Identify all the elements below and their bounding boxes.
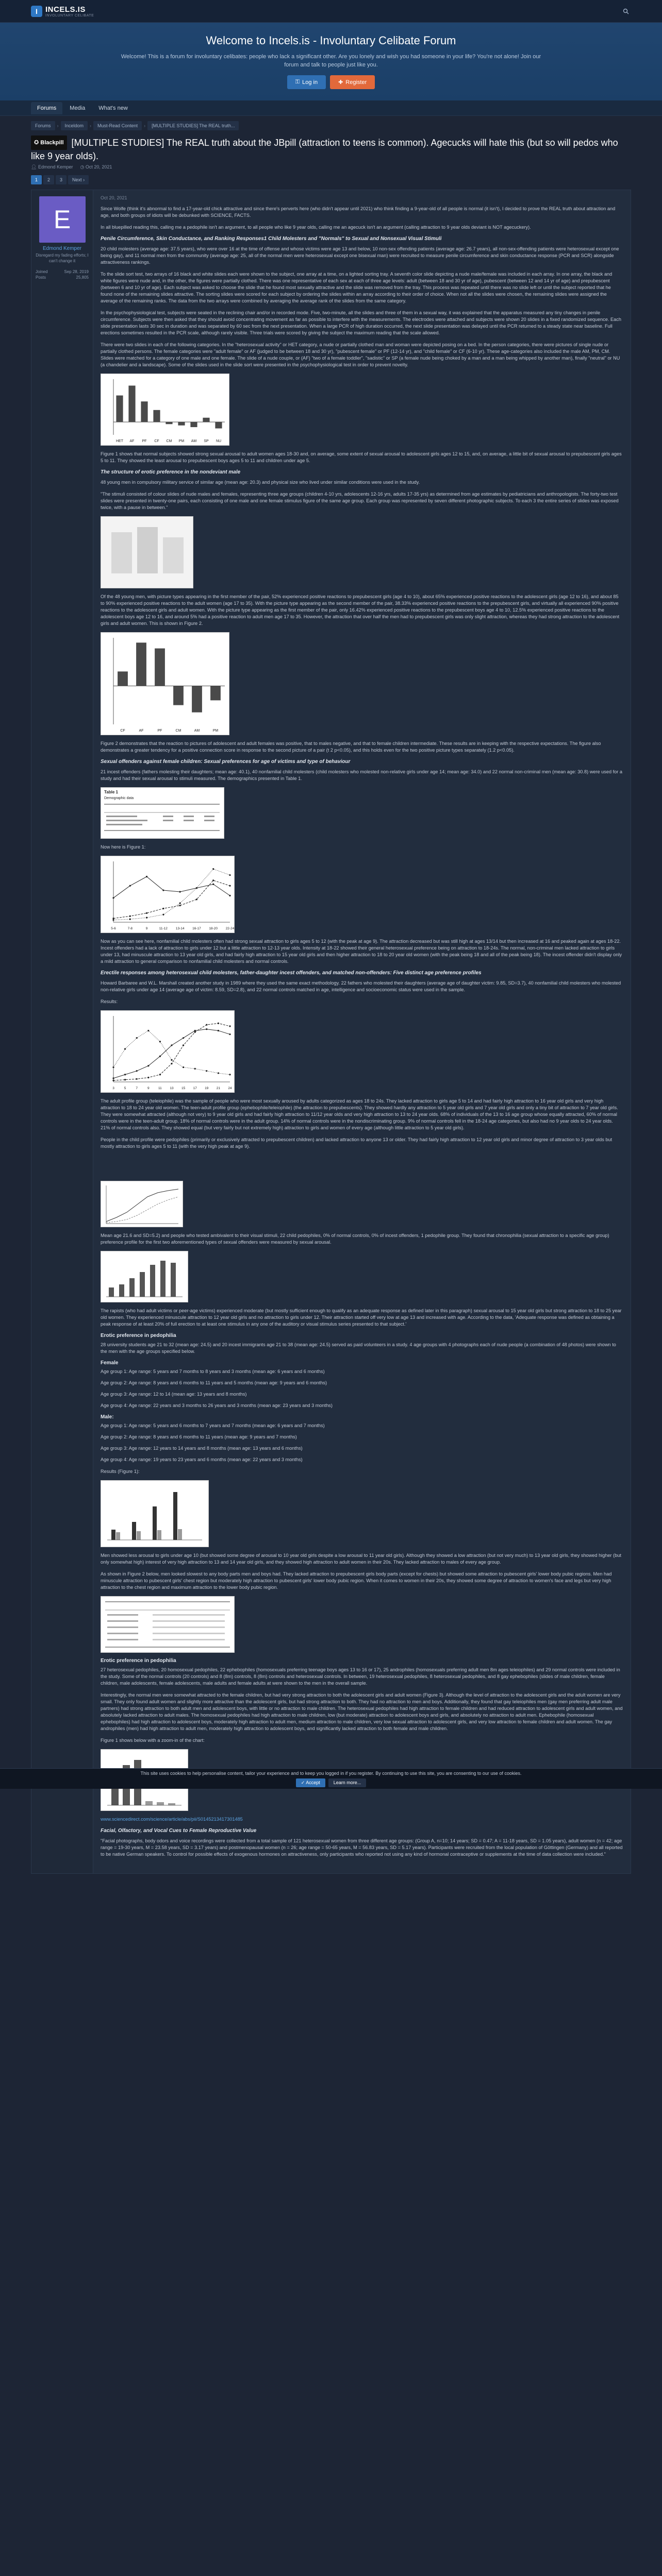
data-point <box>171 1059 172 1061</box>
next-page-button[interactable]: Next › <box>68 175 89 184</box>
female-label: Female <box>101 1360 119 1366</box>
post-user-title: Disregard my fading efforts; I can't change it <box>36 253 89 263</box>
breadcrumb-forums[interactable]: Forums <box>31 121 55 130</box>
figure-caption: Figure 1 shows that normal subjects showed strong sexual arousal to adult women ages 18-30 and, on average, some extent of sexual arousal to adolescent girls ages 12 to 15, and, on average, a little bit of sexual arousal to prepubescent girls ages 5 to 11. They showed the least arousal to prepubescent boys ages 5 to 11 and children under age 5. <box>101 451 622 463</box>
user-plus-icon: ✚ <box>338 79 343 86</box>
table-subtitle: Demographic data <box>104 796 134 800</box>
page-2[interactable]: 2 <box>43 175 54 184</box>
cookie-text: This site uses cookies to help personalise content, tailor your experience and to keep you logged in if you register. By continuing to use this site, you are consenting to our use of cookies. <box>140 1770 522 1776</box>
post-paragraph: Now as you can see here, nonfamilial child molesters often had strong sexual attraction to girls ages 5 to 12 (with the peak at age 9). The attraction decreased but was still high at ages 13/14 but then increased at 16 and peaked again at ages 18-22. Incest offenders had a lack of attraction to girls under 12 but a little attraction to 12-13 year olds. Intensity at 18-22 showed their general heterosexual preference being on attraction to 18-24s. The normal, non-criminal men lacked attraction to girls under 13, had minuscule attraction to 13 year old girls, and had fairly high attraction to 15 year old girls and then higher attraction to 18 to 20 year old women (with the peak being 18 and all of the peak being 18). The incest offender didn't display only a mild attraction to general comparison to nonfamilial child molesters and normal controls. <box>101 939 622 964</box>
post-paragraph: People in the child profile were pedophiles (primarily or exclusively attracted to prepubescent children) and lacked attraction to anyone 13 or older. They had fairly high attraction to 12 year old girls and minor degree of attraction to 3 year olds but mostly attraction to girls ages 5 to 11 (with the very high peak at age 9). <box>101 1137 613 1149</box>
data-point <box>196 899 197 900</box>
tick-label: 21 <box>216 1087 221 1090</box>
bar <box>178 422 185 426</box>
data-point <box>229 1033 230 1035</box>
tick-label: 9 <box>145 927 148 930</box>
tick-label: NU <box>216 439 222 443</box>
data-point <box>136 1070 138 1072</box>
data-point <box>179 905 181 906</box>
data-point <box>229 895 230 896</box>
user-stat-posts: Posts 25,805 <box>36 275 89 280</box>
tick-label: 16-17 <box>192 927 201 930</box>
data-point <box>112 919 114 921</box>
post-body <box>93 190 631 1873</box>
bar <box>215 422 222 428</box>
list-item: Age group 1: Age range: 5 years and 7 months to 8 years and 3 months (mean age: 6 years and 6 months) <box>101 1369 325 1374</box>
post-paragraph: 28 university students age 21 to 32 (mean age: 24.5) and 20 incest immigrants age 21 to 38 (mean age: 24.5) served as paid volunteers in a study. 4 age groups with 4 photographs each of nude people (a combination of 48 photos) were shown to the men with the age groups specified below. <box>101 1342 616 1354</box>
post-paragraph: 20 child molesters (average age: 37.5 years), who were over 16 at the time of offense and whose victims were age 13 and below, 10 non-sex offending patients (average age: 26.7 years), all non-sex-offending patients were heterosexual except one being gay), and 11 normal men from the community (average age: 25, all of the normal men were heterosexual except one bisexual man) were recruited to measure penile circumference and skin conductance response (PCR and SCR) alongside attractiveness rankings. <box>101 246 619 265</box>
tick-label: AF <box>139 729 144 733</box>
post-paragraph: Now here is Figure 1: <box>101 844 146 850</box>
data-point <box>229 885 230 887</box>
data-point <box>147 1065 149 1066</box>
figure-1-chart <box>101 374 229 445</box>
thread-meta <box>31 164 631 170</box>
data-point <box>171 1044 172 1046</box>
data-point <box>159 1074 161 1075</box>
post-user-cell <box>31 190 93 1873</box>
post-paragraph: Since Wolfe (think it's abnormal to find a 17-year-old chick attractive and since there's perverts here (who didn't appear until 2021) who think finding a 9-year-old of all people is normal (it isn't), I decided to prove the REAL truth about attraction and age, and both groups of idiots will be debunked with SCIENCE, FACTS. <box>101 206 616 218</box>
section-heading: Erectile responses among heterosexual child molesters, father-daughter incest offenders, and matched non-offenders: Five distinct age preference profiles <box>101 970 482 976</box>
figure-caption: Figure 2 demonstrates that the reaction to pictures of adolescent and adult females was positive, that to males negative, and that to female children intermediate. These results are in keeping with the respective expectations. The figure also demonstrates a greater tendency for a positive connection score in response to the second picture of a pair (t 2 p<0.05), and this holds even for the two positive picture types separately (1.2 p<0.05). <box>101 741 601 753</box>
post-paragraph: In all bluepilled reading this, calling me a pedophile isn't an argument, to all people who like 9 year olds, calling me an agecuck isn't an argument (calling attraction to 9 year olds deviant is NOT agecuckery). <box>101 225 531 230</box>
bar <box>128 385 135 422</box>
tick-label: PM <box>212 729 219 733</box>
tick-label: CM <box>175 729 181 733</box>
bar <box>192 686 202 712</box>
avatar[interactable]: E <box>39 196 86 243</box>
key-icon: ⚿ <box>295 79 300 85</box>
section-heading: Erotic preference in pedophilia <box>101 1333 176 1338</box>
tick-label: 7-8 <box>127 927 133 930</box>
thread-author[interactable] <box>31 164 73 170</box>
main-nav <box>0 100 662 116</box>
figure-3-chart <box>101 856 234 933</box>
figure-4-chart <box>101 1011 234 1092</box>
data-point <box>212 884 214 885</box>
data-point <box>159 1056 161 1057</box>
tick-label: 5 <box>124 1087 126 1090</box>
photo-placeholder <box>101 517 193 588</box>
figure-1-image[interactable] <box>101 374 229 446</box>
line-chart-thumb <box>101 1181 183 1227</box>
thread-title-text: [MULTIPLE STUDIES] The REAL truth about the JBpill (attraction to teens is common). Agecucks will hate this (but so will pedos who like 9 year olds). <box>31 138 618 161</box>
table-lines <box>101 802 223 833</box>
data-point <box>129 916 131 917</box>
data-point <box>179 891 181 892</box>
figure-6-image[interactable] <box>101 1251 188 1302</box>
section-heading: Facial, Olfactory, and Vocal Cues to Female Reproductive Value <box>101 1828 257 1834</box>
data-point <box>212 868 214 870</box>
top-bar <box>0 0 662 23</box>
bar <box>116 396 123 422</box>
bar <box>153 410 160 422</box>
search-icon[interactable] <box>621 6 631 16</box>
data-point <box>179 903 181 904</box>
welcome-text: Welcome! This is a forum for involuntary celibates: people who lack a significant other. Are you lonely and wish you had someone in your life? You're not alone! Join our forum and talk to people just like you. <box>121 54 541 68</box>
thread-prefix[interactable] <box>31 135 67 150</box>
tick-label: CF <box>154 439 159 443</box>
tick-label: AF <box>129 439 135 443</box>
data-point <box>162 914 164 916</box>
breadcrumb-inceldom[interactable]: Inceldom <box>61 121 88 130</box>
chevron-right-icon: › <box>144 123 146 128</box>
next-label: Next <box>72 177 82 182</box>
post-paragraph: There were two slides in each of the following categories. In the "heterosexual activity" or HET category, a nude or partially clothed man and woman were depicted posing on a bed. In the person categories, there were pictures of single nude or partially clothed persons. The female categories were "adult female" or AF (judged to be between 18 and 30 yr), "pubescent female" or PF (12-14 yr), and "child female" or CF (6-10 yr). These age-categories also included the male AM, PM, CM. Slides were matched for a category of one male and one female. The slide of a nude couple, or (AF) "two of a female toddler", "sadistic" or SP (a female nude being choked by a man and a man being whipped by another man), finally "neutral" or NU (a chandelier and a landscape). Some of the slides used in the slide sort were presented in the psychophysiological test in order to prevent novelty. <box>101 342 620 367</box>
post-paragraph: 48 young men in compulsory military service of similar age (mean age: 20.3) and physical size who lived under similar conditions were used in the study. <box>101 480 420 485</box>
list-item: Age group 3: Age range: 12 years to 14 years and 8 months (mean age: 13 years and 6 months) <box>101 1446 303 1451</box>
table-chart-thumb <box>101 1597 234 1652</box>
data-point <box>212 879 214 881</box>
bar <box>155 649 165 686</box>
figure-4-image[interactable] <box>101 1010 235 1093</box>
tick-label: AM <box>194 729 200 733</box>
data-point <box>129 885 131 887</box>
list-item: Age group 3: Age range: 12 to 14 (mean age: 13 years and 8 months) <box>101 1392 247 1397</box>
section-heading: Sexual offenders against female children: Sexual preferences for age of victims and type of behaviour <box>101 759 351 765</box>
data-point <box>124 1079 126 1080</box>
post-paragraph: Of the 48 young men, with picture types appearing in the first member of the pair, 52% experienced positive reactions to prepubescent girls (age 4 to 10), about 65% experienced positive reactions to the adolescent girls (age 12 to 16), and about 85 to 90% experienced positive reactions to the adult women (age 17 to 35). With the picture type appearing as the second member of the pair, 38.33% experienced positive reactions to the prepubescent girls, and virtually all experienced 90% positive reactions to the adolescent girls and adult women. With the picture type appearing as the first member of the pair, only 16.42% experienced positive reactions to the prepubescent boys age 4 to 10, 12.5% experienced positive reactions to the adolescent boys age 12 to 16, and around 5% had a positive reaction to adult men age 17 to 35. However, the attraction that over half the men had to prepubescent girls was only slight attraction, whereas they had strong attraction to the adolescent girls and adult women. This is shown in Figure 2. <box>101 594 620 626</box>
tick-label: CF <box>120 729 125 733</box>
data-point <box>162 908 164 909</box>
user-icon: 👤︎ <box>31 164 37 170</box>
logo-tagline: INVOLUNTARY CELIBATE <box>45 13 94 18</box>
cookie-accept-label: Accept <box>306 1780 320 1785</box>
data-point <box>136 1037 138 1039</box>
data-point <box>159 1041 161 1042</box>
figure-3-image[interactable] <box>101 856 235 933</box>
page-1[interactable]: 1 <box>31 175 42 184</box>
data-point <box>146 876 147 877</box>
bar <box>173 686 184 705</box>
logo-text: INCELS.IS <box>45 5 86 14</box>
data-point <box>183 1044 184 1046</box>
login-button[interactable] <box>287 75 326 89</box>
tick-label: 11 <box>158 1087 162 1090</box>
table-1-image[interactable] <box>101 787 224 839</box>
list-item: Age group 2: Age range: 8 years and 6 months to 11 years and 5 months (mean age: 9 years and 6 months) <box>101 1380 327 1385</box>
thread-author-name: Edmond Kemper <box>38 164 73 170</box>
data-point <box>229 1074 230 1075</box>
post-paragraph: Mean age 21.6 and SD=5.2) and people who tested ambivalent to their visual stimuli, 22 child pedophiles, 0% of normal controls, 0% of incest offenders, 1 pedophile group. They found that chronophilia (sexual attraction to a specific age group) preference profile for the first two aforementioned types of sexual offenders were measured by sexual arousal. <box>101 1233 609 1245</box>
breadcrumb-current[interactable]: [MULTIPLE STUDIES] The REAL truth... <box>147 121 239 130</box>
data-point <box>162 889 164 891</box>
bar <box>136 642 146 686</box>
bar <box>166 422 172 424</box>
user-stats <box>36 269 89 280</box>
list-item: Age group 4: Age range: 22 years and 3 months to 26 years and 3 months (mean age: 23 years and 3 months) <box>101 1403 333 1408</box>
section-heading: Penile Circumference, Skin Conductance, and Ranking Responses1 Child Molesters and "Normals" to Sexual and Nonsexual Visual Stimuli <box>101 236 442 242</box>
register-button[interactable] <box>330 75 375 89</box>
post-paragraph: Results: <box>101 999 118 1004</box>
tick-label: PF <box>157 729 162 733</box>
login-label: Log in <box>302 79 318 86</box>
data-point <box>194 1068 196 1070</box>
data-point <box>218 1030 219 1031</box>
tick-label: 18-20 <box>209 927 218 930</box>
post-paragraph: Howard Barbaree and W.L. Marshall created another study in 1989 where they used the same exact methodology. 22 fathers who molested their daughters (average age of daughter victim: 9.85, SD=3.7), 40 nonfamilial child molesters who molested non-relative girls under age 14 (average age of victim: 8.59, SD=2.8), and 22 normal controls matched in age, intelligence and socioeconomic status were used in the sample. <box>101 980 621 992</box>
site-logo[interactable] <box>31 5 94 18</box>
source-link-line <box>101 1816 623 1823</box>
bar <box>118 671 128 686</box>
data-point <box>124 1074 126 1075</box>
post-paragraph: 21 incest offenders (fathers molesting their daughters; mean age: 40.1), 40 nonfamilial child molesters (child molesters who molested non-relative girls under age 14; mean age: 34.0) and 22 normal non-criminal men (mean age: 30.8) were used for a study and had their sexual arousal to stimuli measured. The demographics presented in Table 1. <box>101 769 623 781</box>
tick-label: 15 <box>181 1087 186 1090</box>
post-paragraph: The rapists (who had adult victims or peer-age victims) experienced moderate (but mostly sufficient enough to qualify as an adequate response as defined later in this paragraph) sexual arousal to 15 year old girls but strong attraction to 18 to 25 year old women. They experienced minuscule attraction to 12 year old girls and no attraction to girls under 12. Their attraction started off very low at age 13 and increased with age. According to the data, 'Adequate response was defined as obtaining a peak response of at least 20% of full erection to at least one stimulus in any one of the auditory or visual stimulus series presented to that subject.' <box>101 1308 622 1327</box>
figure-caption: Figure 1 shows below with a zoom-in of the chart: <box>101 1738 205 1743</box>
data-point <box>206 1024 207 1025</box>
welcome-banner <box>0 23 662 100</box>
data-point <box>112 1066 114 1068</box>
thread-date <box>80 164 112 170</box>
section-heading: The structure of erotic preference in the nondeviant male <box>101 469 241 475</box>
data-point <box>171 1063 172 1064</box>
figure-7-image[interactable] <box>101 1480 209 1547</box>
bar <box>203 418 209 422</box>
tick-label: HET <box>116 439 123 443</box>
post-paragraph: The adult profile group (teleiophile) was the sample of people who were most sexually aroused by adults categorized as ages 18 to 24s. They lacked attraction to girls age 5 to 14 and had fairly high attraction to 16 year old girls and very high attraction to 18 to 24 year old women. The teen-adult profile group (ephebophile/teleiophile) (the attraction to prepubescents). They showed hardly any attraction to 5 year old girls and 7 year old girls and only a tiny bit of attraction to 7 year old girls. They were somewhat attracted (although not very) to 9 year old girls and had fairly high attraction to 11/12 year olds and very high attraction to 13 to 24 year olds. 68% of individuals of the 13 to 16 age group whose equally attracted, 60% of normal controls were in the teen-adult group. 18% of normal controls were in the adult group. 14% of normal controls were in the nondiscriminating group. 9% of normal controls fell in the 18-24 age categories, but also had no 9 year olds to 24 year olds. 21% of normal controls also. They showed equal (but very fairly but not extremely high) attraction to girls and women of every age (although little attraction to 5 year old girls). <box>101 1098 618 1130</box>
bar <box>210 686 221 700</box>
tab-whats-new[interactable]: What's new <box>98 105 128 111</box>
page-content <box>31 116 631 1874</box>
tick-label: 11-12 <box>159 927 168 930</box>
section-heading: Erotic preference in pedophilia <box>101 1658 176 1664</box>
figure-8-image[interactable] <box>101 1596 235 1653</box>
cookie-accept-button[interactable] <box>296 1778 325 1787</box>
user-stat-joined: Joined Sep 28, 2019 <box>36 269 89 274</box>
thread-prefix-label: Blackpill <box>40 140 64 146</box>
data-point <box>136 1078 138 1080</box>
page-3[interactable]: 3 <box>56 175 67 184</box>
thread-date-text: Oct 20, 2021 <box>85 164 112 170</box>
breadcrumb <box>31 116 631 134</box>
data-point <box>218 1072 219 1074</box>
post-username[interactable]: Edmond Kemper <box>42 246 82 251</box>
thread-title <box>31 135 631 162</box>
post-paragraph: 27 heterosexual pedophiles, 20 homosexual pedophiles, 22 ephebophiles (homosexuals preferring teenage boys ages 13 to 16 or 17), 25 androphiles (homosexuals preferring adult men 8m ages teleiophiles) and 29 normal controls were included in the study. Some of the normal controls (20 controls) and 8 (8m) controls, 8 (8m) controls and heterosexual controls. In between, 19 heterosexual pedophiles, 8 heterosexual pedophiles, and 8 gay ephebophiles (slides of male children, female children, male adolescents, female adolescents, male adults and female adults at were shown to the men in the overall sample. <box>101 1667 620 1686</box>
tick-label: SP <box>204 439 209 443</box>
tab-media[interactable]: Media <box>70 105 86 111</box>
flame-icon: ✪ <box>34 140 39 146</box>
tick-label: PF <box>142 439 147 443</box>
bar-chart-thumb <box>101 1251 188 1302</box>
grouped-bar-thumb <box>101 1481 208 1547</box>
data-point <box>194 1031 196 1033</box>
data-point <box>112 897 114 899</box>
chevron-right-icon: › <box>57 123 59 128</box>
post-paragraph: Results (Figure 1): <box>101 1469 140 1474</box>
post-paragraph: "The stimuli consisted of colour slides of nude males and females, representing three age groups (children 4-10 yrs, adolescents 12-16 yrs, adults 17-35 yrs) as determined from age estimates by pediatricians and anthropologists. The forty-two test slides were presented in twenty-one pairs, each consisting of one male and one female stimulus figure of the same age group. Each group was represented by seven different photographic subjects. To each 3 the entire series of slides was exposed twice, with a pause in between." <box>101 492 619 510</box>
male-label: Male: <box>101 1414 114 1420</box>
cookie-learn-more-button[interactable]: Learn more... <box>328 1778 367 1787</box>
tick-label: 24 <box>228 1087 232 1090</box>
post-paragraph: To the slide sort test, two arrays of 16 black and white slides each were shown to the subject, one array at a time, on a lighted sorting tray. A seventh color slide depicting a nude male/female was included in each array. In one array, the black and white figures were nude and, in the other, the figures were partially clothed. There was one representative of each sex at each of three age levels: adult (between 18 and 30 yr of age), pubescent (between 12 and 14 yr of age) and prepubescent (between 6 and 10 yr of age). Each subject was asked to choose the slide that he found most sexually attractive and the slide was removed from the tray. This process was repeated until there was no slide left or until the subject reported that he found none of the remaining slides attractive. The sorting slides were scored for each subject by ordering the slides within an array according to their order of choice. When not all the slides were chosen, the remaining slides were assigned the average of the remaining ranks. The data from the two arrays were combined by averaging the average rank of the slides from the same category. <box>101 272 613 303</box>
post-paragraph: Interestingly, the normal men were somewhat attracted to the female children, but had very strong attraction to both the adolescent girls and adult women (Figure 3). Although the level of attraction to the adolescent girls and the adult women are very small. They only found adult women and slightly more attractive than the adolescent girls, but had strong attraction to both. They had no attraction to men and boys. Additionally, they found that gay teleiophiles men (gay men preferring adult male partners) had strong attraction to both adult men and adolescent boys, with little or no attraction to male children. The heterosexual pedophiles had high attraction to female children and had reduced attraction to adolescent girls and adult women, and absolutely lacked attraction to adult males. The homosexual pedophiles had high attraction to male children, low (but moderate) attraction to adolescent boys and girls, and absolutely no attraction to adult men. Ephebophile (homosexual ephebophiles) had high attraction to adolescent boys, moderately high attraction to adult men, medium attraction to male children, very low sexual attraction to adolescent girls, and very low attraction to female children and adult women. The gay androphiles (men) had high attraction to adult men, moderately high attraction to adolescent boys, and significantly lacked attraction to both female and male children. <box>101 1692 623 1731</box>
bar <box>141 401 147 422</box>
list-item: Age group 2: Age range: 8 years and 6 months to 11 years (mean age: 9 years and 7 months) <box>101 1434 297 1439</box>
data-point <box>146 912 147 914</box>
data-point <box>146 917 147 919</box>
figure-2-chart <box>101 633 229 735</box>
tick-label: 3 <box>112 1087 114 1090</box>
register-label: Register <box>345 79 367 86</box>
logo-icon: I <box>31 6 42 17</box>
data-point <box>196 887 197 889</box>
tick-label: 7 <box>136 1087 138 1090</box>
data-point <box>194 1030 196 1031</box>
tick-label: 9 <box>147 1087 150 1090</box>
data-point <box>129 919 131 920</box>
data-point <box>218 1023 219 1024</box>
list-item: Age group 4: Age range: 19 years to 23 years and 6 months (mean age: 22 years and 3 months) <box>101 1457 303 1462</box>
data-point <box>183 1037 184 1039</box>
tick-label: 13-14 <box>175 927 185 930</box>
figure-5-image[interactable] <box>101 1181 183 1227</box>
post-paragraph: In the psychophysiological test, subjects were seated in the reclining chair and/or in recorded mode. Five, two-minute, all the slides and three of them in a sexual way, it was explained that the apparatus measured any tiny changes in penile circumference. Subjects were then asked that they should avoid concentrating movement as far as possible to interfere with the measurements. The electrodes were attached and subjects were shown 20 slides in a fixed randomized sequence. Each slide presentation lasts 30 sec in duration and was separated by 60 sec from the next presentation. When a large PCR of high duration occurred, the next slide presentation was delayed until the PCR returned to a steady state near baseline. Full erections sometimes resulted in the PCR scale, although rarely visible. Three trials were scored by giving the subject the maximum reading that the scale allowed. <box>101 310 621 335</box>
tick-label: 5-6 <box>111 927 116 930</box>
post <box>31 190 631 1874</box>
data-point <box>112 918 114 919</box>
source-link[interactable]: www.sciencedirect.com/science/article/abs/pii/S0145213417301485 <box>101 1817 243 1822</box>
data-point <box>229 874 230 876</box>
data-point <box>147 1030 149 1031</box>
figure-2-image[interactable] <box>101 632 229 735</box>
data-point <box>124 1048 126 1049</box>
tick-label: 22-24 <box>225 927 234 930</box>
tick-label: 19 <box>205 1087 209 1090</box>
data-point <box>112 1077 114 1079</box>
breadcrumb-must-read[interactable]: Must-Read Content <box>93 121 142 130</box>
tick-label: AM <box>191 439 197 443</box>
figure-photo-image[interactable] <box>101 516 193 588</box>
post-date[interactable]: Oct 20, 2021 <box>101 195 127 200</box>
data-point <box>229 1025 230 1027</box>
clock-icon: ◷ <box>80 164 85 170</box>
tick-label: 13 <box>170 1087 174 1090</box>
post-paragraph: Men showed less arousal to girls under age 10 (but showed some degree of arousal to 10 year old girls despite a low arousal to 11 year old girls). Although they showed a low attraction (but not very much) to 13 year old girls, they showed higher (but only somewhat high) interest of very high attraction to 13 and 14 year old girls, and they showed high attraction to adult women in their 20s. They lacked attraction to males of every age group. <box>101 1553 621 1565</box>
data-point <box>183 1066 184 1068</box>
list-item: Age group 1: Age range: 5 years and 6 months to 7 years and 7 months (mean age: 6 years and 7 months) <box>101 1423 325 1428</box>
data-point <box>147 1077 149 1078</box>
pagination <box>31 175 631 184</box>
welcome-title: Welcome to Incels.is - Involuntary Celibate Forum <box>206 34 456 47</box>
data-point <box>112 1080 114 1081</box>
tick-label: PM <box>178 439 185 443</box>
check-icon: ✓ <box>301 1780 305 1785</box>
chevron-right-icon: › <box>90 123 92 128</box>
tab-forums[interactable]: Forums <box>31 102 62 114</box>
post-paragraph: As shown in Figure 2 below, men looked slowest to any body parts men and boys had. They lacked attraction to prepubescent girls body parts (except for chests) but showed some attraction to pubescent girls' lower body pubic regions. Men had minuscule attraction to pubescent girls' chest region but moderately high attraction to pubescent girls' lower body pubic region. When it comes to women in their 20s, they showed some degree of attraction to women's face and legs but very high attraction to the chest region and maximum attraction to the lower body pubic region. <box>101 1571 612 1590</box>
post-paragraph: "Facial photographs, body odors and voice recordings were collected from a total sample of 121 heterosexual women from three different age groups: (Group A, n=10; 14 years; SD = 0.47; A = 11-18 years, SD = 1.05 years), adult women (n = 42; age range = 19-30 years, M = 23.58 years, SD = 3.17 years) and postmenopausal women (n = 26; age range = 50-65 years, M = 56.83 years, SD = 5.17 years). Participants were recruited from the local population of Göttingen (Germany) and all reported to be native German speakers. To control for possible effects of exogenous hormones on attractiveness, only participants who reported not using any kind of hormonal contraceptive or supplements at the time of data collection were included." <box>101 1838 623 1857</box>
bar <box>190 422 197 427</box>
tick-label: 17 <box>193 1087 197 1090</box>
tick-label: CM <box>166 439 172 443</box>
cookie-notice <box>0 1768 662 1789</box>
table-title: Table 1 <box>104 790 118 794</box>
data-point <box>206 1028 207 1030</box>
data-point <box>206 1070 207 1072</box>
